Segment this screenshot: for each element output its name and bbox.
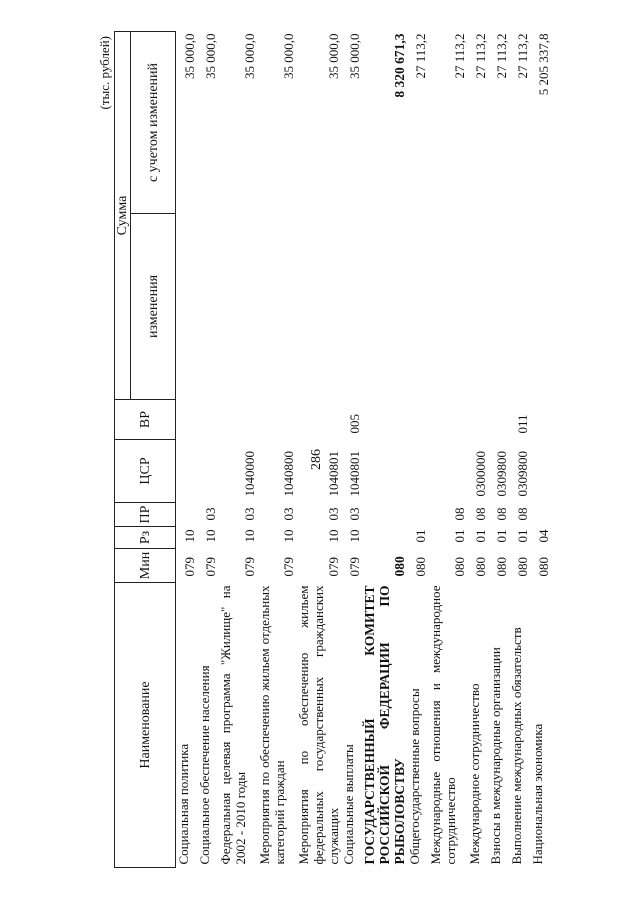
row-izmeneniya [428, 214, 467, 400]
row-sum: 27 113,2 [473, 33, 488, 79]
table-row [296, 32, 341, 868]
row-vr: 005 [347, 414, 362, 434]
table-row [509, 32, 530, 868]
header-vr: ВР [115, 400, 176, 440]
row-min: 080 [494, 557, 509, 577]
table-row [467, 32, 488, 868]
row-csr [428, 440, 467, 503]
row-name: ГОСУДАРСТВЕННЫЙ КОМИТЕТ РОССИЙСКОЙ ФЕДЕРАЦИИ ПО РЫБОЛОВСТВУ [362, 585, 407, 865]
row-vr [218, 400, 257, 440]
row-csr: 0309800 [515, 451, 530, 497]
row-csr: 1040000 [242, 451, 257, 497]
row-rz: 01 [452, 529, 467, 543]
row-min: 080 [452, 557, 467, 577]
table-row [530, 32, 551, 868]
row-csr: 1040801 [347, 451, 362, 497]
row-sum: 27 113,2 [515, 33, 530, 79]
row-vr [467, 400, 488, 440]
row-izmeneniya [218, 214, 257, 400]
row-rz: 10 [242, 529, 257, 543]
row-izmeneniya [197, 214, 218, 400]
row-rz: 01 [473, 529, 488, 543]
header-csr: ЦСР [115, 440, 176, 503]
row-vr [296, 400, 341, 440]
row-pr: 03 [347, 507, 362, 521]
row-pr [530, 503, 551, 527]
row-csr: 1040801 [326, 451, 341, 497]
table-row [428, 32, 467, 868]
row-vr [176, 400, 198, 440]
header-min: Мин [115, 549, 176, 583]
row-vr [257, 400, 296, 440]
row-vr [428, 400, 467, 440]
page-number: 286 [309, 449, 324, 470]
row-min: 079 [281, 557, 296, 577]
row-pr: 08 [452, 507, 467, 521]
row-vr [197, 400, 218, 440]
header-s-uchetom: с учетом изменений [131, 32, 176, 214]
table-row [197, 32, 218, 868]
row-vr [407, 400, 428, 440]
row-min: 079 [203, 557, 218, 577]
row-name: Выполнение международных обязательств [509, 627, 524, 865]
row-rz: 04 [536, 529, 551, 543]
row-name: Международное сотрудничество [467, 683, 482, 865]
budget-sheet [97, 32, 594, 868]
row-rz: 01 [515, 529, 530, 543]
row-min: 079 [182, 557, 197, 577]
row-sum: 35 000,0 [347, 33, 362, 79]
row-izmeneniya [467, 214, 488, 400]
budget-table [114, 31, 551, 868]
row-pr: 03 [203, 507, 218, 521]
header-izmeneniya: изменения [131, 214, 176, 400]
row-name: Взносы в международные организации [488, 647, 503, 865]
row-vr: 011 [515, 414, 530, 434]
row-sum: 35 000,0 [281, 33, 296, 79]
row-pr: 08 [515, 507, 530, 521]
row-sum: 27 113,2 [452, 33, 467, 79]
table-body [176, 32, 552, 868]
table-row [218, 32, 257, 868]
row-name: Мероприятия по обеспечению жильем федеральных государственных гражданских служащих [296, 585, 341, 865]
unit-note: (тыс. рублей) [97, 36, 112, 110]
row-name: Мероприятия по обеспечению жильем отдельных категорий граждан [257, 585, 287, 865]
row-pr: 03 [326, 507, 341, 521]
row-izmeneniya [530, 214, 551, 400]
table-row [488, 32, 509, 868]
row-min: 079 [242, 557, 257, 577]
row-pr: 03 [281, 507, 296, 521]
row-vr [530, 400, 551, 440]
row-izmeneniya [407, 214, 428, 400]
row-csr [176, 440, 198, 503]
row-name: Международные отношения и международное сотрудничество [428, 585, 458, 865]
row-min: 080 [536, 557, 551, 577]
row-min: 080 [392, 556, 407, 577]
row-sum: 27 113,2 [413, 33, 428, 79]
header-pr: ПР [115, 503, 176, 527]
row-rz: 01 [494, 529, 509, 543]
row-sum: 35 000,0 [242, 33, 257, 79]
table-row [341, 32, 362, 868]
row-pr: 03 [242, 507, 257, 521]
row-vr [488, 400, 509, 440]
row-name: Национальная экономика [530, 723, 545, 865]
table-row [257, 32, 296, 868]
row-sum: 35 000,0 [182, 33, 197, 79]
row-izmeneniya [509, 214, 530, 400]
row-rz: 10 [281, 529, 296, 543]
row-csr: 0300000 [473, 451, 488, 497]
row-sum: 5 205 337,8 [536, 33, 551, 96]
table-row [176, 32, 198, 868]
row-izmeneniya [362, 214, 407, 400]
row-izmeneniya [488, 214, 509, 400]
row-pr: 08 [473, 507, 488, 521]
row-min: 079 [326, 557, 341, 577]
row-vr [362, 400, 407, 440]
row-izmeneniya [257, 214, 296, 400]
row-sum: 8 320 671,3 [392, 33, 407, 98]
row-csr [407, 440, 428, 503]
row-csr [362, 440, 407, 503]
row-csr: 0309800 [494, 451, 509, 497]
row-pr: 08 [494, 507, 509, 521]
header-summa: Сумма [115, 32, 131, 400]
row-sum: 35 000,0 [326, 33, 341, 79]
row-name: Федеральная целевая программа "Жилище" на 2002 - 2010 годы [218, 585, 248, 865]
row-rz [362, 527, 407, 549]
row-rz: 10 [182, 529, 197, 543]
row-min: 079 [347, 557, 362, 577]
header-name: Наименование [115, 583, 176, 868]
row-izmeneniya [296, 214, 341, 400]
row-izmeneniya [176, 214, 198, 400]
row-name: Общегосударственные вопросы [407, 688, 422, 865]
table-row [362, 32, 407, 868]
row-name: Социальное обеспечение населения [197, 665, 212, 865]
row-csr [530, 440, 551, 503]
row-pr [176, 503, 198, 527]
row-izmeneniya [341, 214, 362, 400]
table-row [407, 32, 428, 868]
row-pr [362, 503, 407, 527]
row-min: 080 [413, 557, 428, 577]
header-rz: Рз [115, 527, 176, 549]
row-rz: 10 [326, 529, 341, 543]
row-rz: 10 [203, 529, 218, 543]
row-min: 080 [473, 557, 488, 577]
row-sum: 27 113,2 [494, 33, 509, 79]
row-min: 080 [515, 557, 530, 577]
row-rz: 01 [413, 529, 428, 543]
row-sum: 35 000,0 [203, 33, 218, 79]
row-name: Социальная политика [176, 743, 191, 865]
row-name: Социальные выплаты [341, 744, 356, 865]
row-rz: 10 [347, 529, 362, 543]
row-csr [197, 440, 218, 503]
row-csr: 1040800 [281, 451, 296, 497]
row-pr [407, 503, 428, 527]
